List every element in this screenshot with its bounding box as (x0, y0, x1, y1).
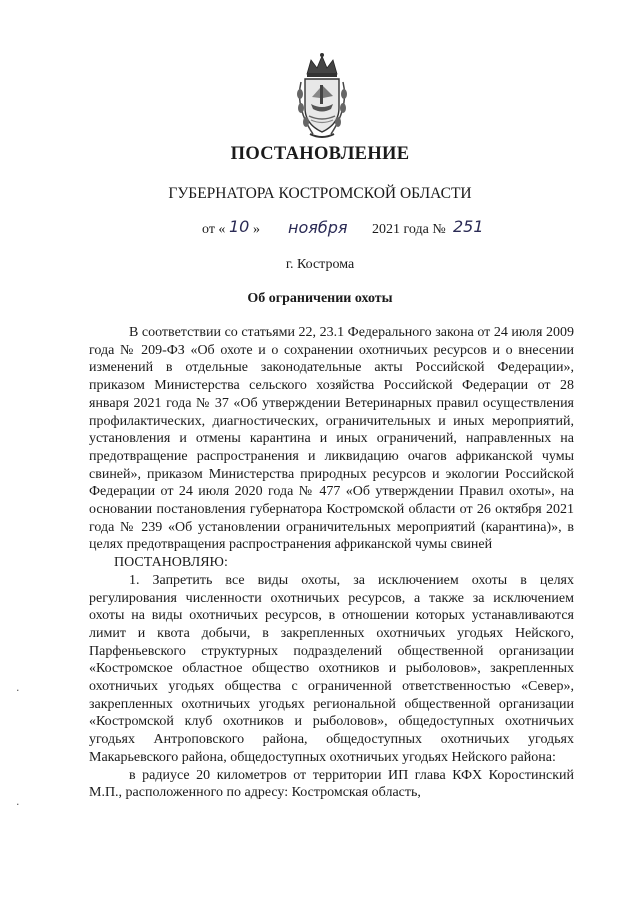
preamble-paragraph: В соответствии со статьями 22, 23.1 Федерального закона от 24 июля 2009 года № 209-ФЗ «Об охоте и о сохранении охотничьих ресурсов и о внесении изменений в отдельные законодательные акты Российской Федерации», приказом Министерства сельского хозяйства Российской Федерации от 28 января 2021 года № 37 «Об утверждении Ветеринарных правил осуществления профилактических, диагностических, ограничительных и иных мероприятий, установления и отмены карантина и иных ограничений, направленных на предотвращение распространения и ликвидацию очагов африканской чумы свиней», приказом Министерства природных ресурсов и экологии Российской Федерации от 24 июля 2020 года № 477 «Об утверждении Правил охоты», на основании постановления губернатора Костромской области от 26 октября 2021 года № 239 «Об установлении ограничительных мероприятий (карантина)», в целях предотвращения распространения африканской чумы свиней (89, 325, 574, 553)
document-number-handwritten: 251 (453, 217, 484, 236)
city-line: г. Кострома (285, 257, 355, 272)
date-mid: » (253, 222, 260, 237)
item-1-paragraph: 1. Запретить все виды охоты, за исключением охоты в целях регулирования численности охотничьих ресурсов, а также за исключением охоты на виды охотничьих ресурсов, в отношении которых устанавливаются лимит и квота добычи, в закрепленных охотничьих угодьях Нейского, Парфеньевского структурных подразделений общественной организации «Костромское областное общество охотников и рыболовов», закрепленных охотничьих угодьях общества с ограниченной ответственностью «Север», закрепленных охотничьих угодьях региональной общественной организации «Костромской клуб охотников и рыболовов», общедоступных охотничьих угодьях Антроповского района, общедоступных охотничьих угодьях Макарьевского района, общедоступных охотничьих угодьях Нейского района: (89, 572, 574, 765)
date-number-line (202, 218, 502, 248)
scan-mark: · (16, 684, 20, 697)
document-title: ПОСТАНОВЛЕНИЕ (230, 144, 410, 164)
decree-word: ПОСТАНОВЛЯЮ: (114, 555, 228, 571)
coat-of-arms-emblem (293, 52, 351, 140)
document-heading: Об ограничении охоты (247, 291, 393, 306)
document-body (89, 324, 574, 802)
date-month-handwritten: ноября (288, 218, 348, 237)
scan-mark: · (16, 798, 20, 811)
date-year: 2021 года № (372, 222, 446, 237)
issuer-line: ГУБЕРНАТОРА КОСТРОМСКОЙ ОБЛАСТИ (168, 185, 472, 202)
item-1-sub-paragraph: в радиусе 20 километров от территории ИП глава КФХ Коростинский М.П., расположенного по адресу: Костромская область, (89, 767, 574, 801)
date-day-handwritten: 10 (229, 217, 250, 236)
date-prefix: от « (202, 222, 226, 237)
